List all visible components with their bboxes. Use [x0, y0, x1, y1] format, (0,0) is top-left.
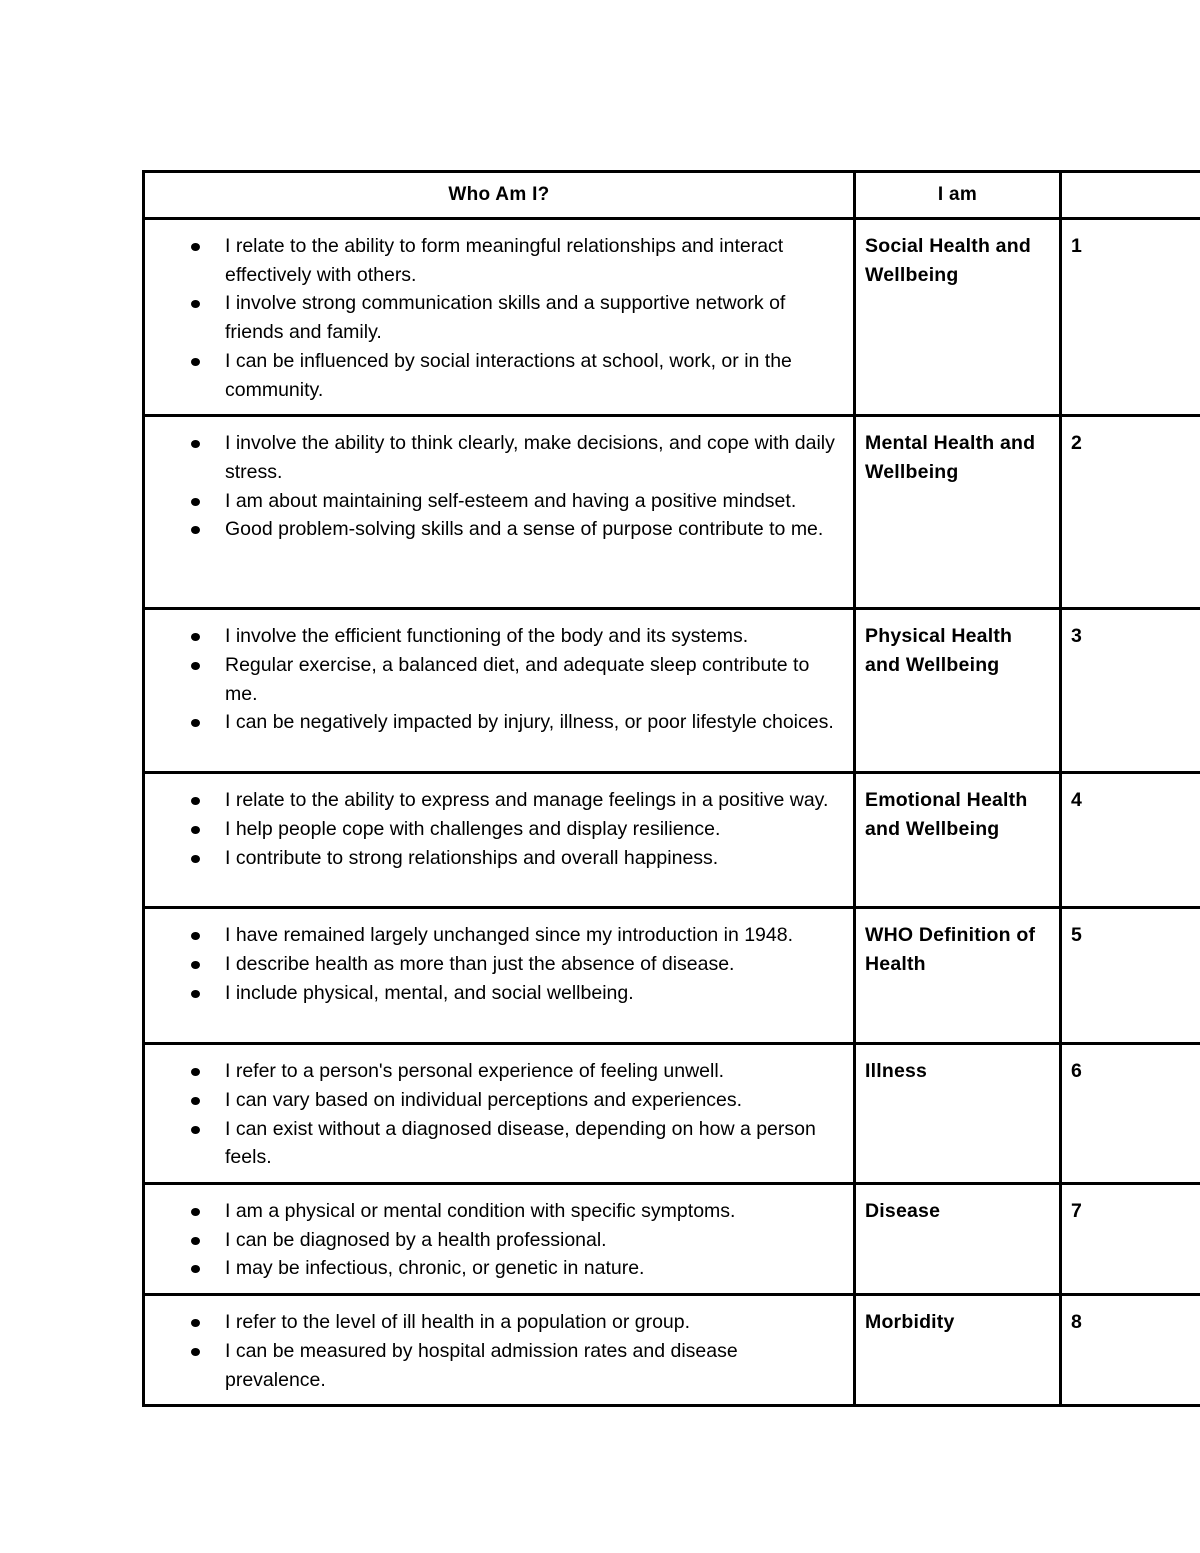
header-i-am: I am — [855, 172, 1061, 219]
answer-text: Mental Health and Wellbeing — [865, 432, 1036, 483]
row-number: 7 — [1071, 1200, 1082, 1223]
number-cell — [1061, 1295, 1200, 1406]
table-row — [144, 219, 1200, 416]
row-number: 5 — [1071, 924, 1082, 947]
table-row — [144, 1184, 1200, 1295]
number-cell — [1061, 416, 1200, 609]
answer-cell — [855, 773, 1061, 908]
row-number: 6 — [1071, 1060, 1082, 1083]
clue-item: I contribute to strong relationships and overall happiness. — [145, 844, 841, 873]
number-cell — [1061, 908, 1200, 1044]
row-number: 1 — [1071, 235, 1082, 257]
clue-item: I can be negatively impacted by injury, illness, or poor lifestyle choices. — [145, 708, 841, 737]
clue-item: I can vary based on individual perceptions and experiences. — [145, 1086, 841, 1115]
answer-cell — [855, 1044, 1061, 1184]
clue-item: I refer to a person's personal experience of feeling unwell. — [145, 1057, 841, 1086]
clue-item: I involve the efficient functioning of the body and its systems. — [145, 622, 841, 651]
number-cell — [1061, 219, 1200, 416]
answer-text: WHO Definition of Health — [865, 924, 1036, 975]
number-cell — [1061, 1184, 1200, 1295]
clue-item: I am about maintaining self-esteem and having a positive mindset. — [145, 487, 841, 516]
answer-text: Morbidity — [865, 1311, 955, 1334]
number-cell — [1061, 773, 1200, 908]
answer-cell — [855, 609, 1061, 773]
clue-item: I relate to the ability to express and manage feelings in a positive way. — [145, 786, 841, 815]
table-row — [144, 609, 1200, 773]
clues-cell — [144, 1044, 855, 1184]
row-number: 2 — [1071, 432, 1082, 455]
clue-item: I relate to the ability to form meaningful relationships and interact effectively with others. — [145, 232, 841, 289]
answer-text: Physical Health and Wellbeing — [865, 625, 1013, 676]
clues-cell — [144, 908, 855, 1044]
row-number: 3 — [1071, 625, 1082, 648]
table-row — [144, 908, 1200, 1044]
clues-cell — [144, 773, 855, 908]
who-am-i-table — [142, 170, 1200, 1407]
answer-text: Illness — [865, 1060, 928, 1083]
clue-item: I involve the ability to think clearly, make decisions, and cope with daily stress. — [145, 429, 841, 486]
clue-item: I can be influenced by social interactions at school, work, or in the community. — [145, 347, 841, 404]
clue-list — [145, 417, 853, 554]
clue-item: I describe health as more than just the absence of disease. — [145, 950, 841, 979]
row-number: 4 — [1071, 789, 1082, 812]
clue-item: I help people cope with challenges and display resilience. — [145, 815, 841, 844]
clue-list — [145, 610, 853, 747]
table-row — [144, 773, 1200, 908]
number-cell — [1061, 609, 1200, 773]
clue-item: I can be diagnosed by a health professional. — [145, 1226, 841, 1255]
answer-cell — [855, 219, 1061, 416]
clue-item: Good problem-solving skills and a sense of purpose contribute to me. — [145, 515, 841, 544]
header-number — [1061, 172, 1200, 219]
clue-item: I may be infectious, chronic, or genetic in nature. — [145, 1254, 841, 1283]
answer-cell — [855, 908, 1061, 1044]
clues-cell — [144, 219, 855, 416]
clue-list — [145, 774, 853, 882]
clue-list — [145, 909, 853, 1017]
clue-list — [145, 1045, 853, 1182]
answer-text: Social Health and Wellbeing — [865, 235, 1031, 286]
clue-item: Regular exercise, a balanced diet, and adequate sleep contribute to me. — [145, 651, 841, 708]
answer-cell — [855, 416, 1061, 609]
row-number: 8 — [1071, 1311, 1082, 1334]
header-row — [144, 172, 1200, 219]
answer-text: Emotional Health and Wellbeing — [865, 789, 1028, 840]
clues-cell — [144, 609, 855, 773]
clue-item: I am a physical or mental condition with specific symptoms. — [145, 1197, 841, 1226]
clue-list — [145, 1296, 853, 1404]
clues-cell — [144, 1295, 855, 1406]
clue-item: I can exist without a diagnosed disease, depending on how a person feels. — [145, 1115, 841, 1172]
clue-list — [145, 220, 853, 414]
clues-cell — [144, 1184, 855, 1295]
clue-item: I involve strong communication skills and a supportive network of friends and family. — [145, 289, 841, 346]
clue-list — [145, 1185, 853, 1293]
clue-item: I refer to the level of ill health in a population or group. — [145, 1308, 841, 1337]
answer-text: Disease — [865, 1200, 941, 1223]
number-cell — [1061, 1044, 1200, 1184]
table-row — [144, 1044, 1200, 1184]
answer-cell — [855, 1184, 1061, 1295]
clue-item: I include physical, mental, and social wellbeing. — [145, 979, 841, 1008]
header-who-am-i: Who Am I? — [144, 172, 855, 219]
clue-item: I have remained largely unchanged since my introduction in 1948. — [145, 921, 841, 950]
answer-cell — [855, 1295, 1061, 1406]
clue-item: I can be measured by hospital admission rates and disease prevalence. — [145, 1337, 841, 1394]
table-row — [144, 416, 1200, 609]
clues-cell — [144, 416, 855, 609]
table-row — [144, 1295, 1200, 1406]
